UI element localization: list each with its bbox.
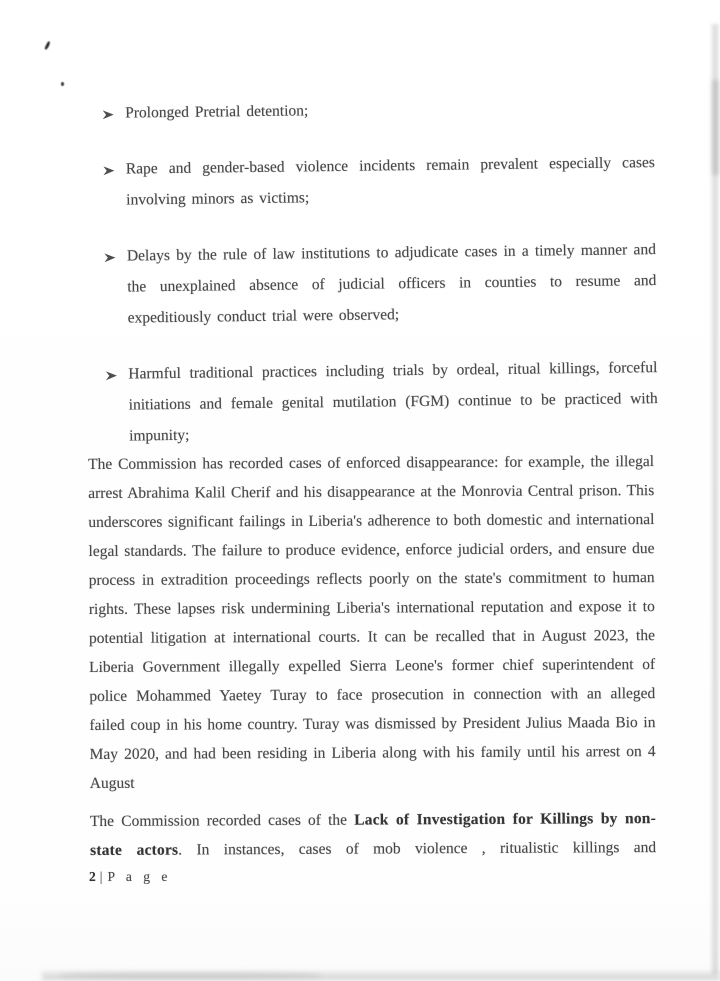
page-label: P a g e [107, 869, 172, 884]
bullet-text: Delays by the rule of law institutions to adjudicate cases in a timely manner and the unexplained absence of judicial officers in counties to resume and expeditiously conduct trial were observed; [126, 241, 657, 327]
arrowhead-right-icon [105, 359, 129, 452]
scan-edge-smudge-right [712, 80, 719, 175]
paragraph-section [88, 447, 656, 865]
bullet-text: Rape and gender-based violence incidents remain prevalent especially cases involving minors as victims; [125, 154, 655, 209]
paragraph-lead-text: The Commission recorded cases of the [89, 811, 355, 830]
scan-stray-mark [44, 41, 51, 50]
arrowhead-right-icon [104, 241, 128, 334]
paragraph-enforced-disappearance: The Commission has recorded cases of enforced disappearance: for example, the illegal arrest Abrahima Kalil Cherif and his disappearance at the Monrovia Central prison. This underscores significant failings in Liberia's adherence to both domestic and international legal standards. The failure to produce evidence, enforce judicial orders, and ensure due process in extradition proceedings reflects poorly on the state's commitment to human rights. These lapses risk undermining Liberia's international reputation and expose it to potential litigation at international courts. It can be recalled that in August 2023, the Liberia Government illegally expelled Sierra Leone's former chief superintendent of police Mohammed Yaetey Turay to face prosecution in connection with an alleged failed coup in his home country. Turay was dismissed by President Julius Maada Bio in May 2020, and had been residing in Liberia along with his family until his arrest on 4 August [88, 453, 656, 792]
bullet-item [90, 234, 657, 334]
bullet-list [88, 91, 658, 452]
scan-edge-blotch-bottom [60, 972, 320, 979]
footer-separator: | [99, 869, 103, 884]
paragraph-killings-nonstate [90, 804, 656, 865]
scan-stray-dot [61, 82, 64, 86]
paragraph-rest-text: . In instances, cases of mob violence , ritualistic killings and [178, 839, 657, 859]
arrowhead-right-icon [103, 154, 127, 216]
page-number: 2 [89, 869, 96, 884]
bullet-item [89, 147, 656, 216]
bullet-text: Prolonged Pretrial detention; [125, 102, 309, 122]
bullet-text: Harmful traditional practices including trials by ordeal, ritual killings, forceful initiations and female genital mutilation (FGM) continue to be practiced with impunity; [128, 359, 658, 445]
document-body [88, 98, 658, 865]
paragraph-bold-phrase: Lack of Investigation for Killings by non-state actors [90, 810, 656, 859]
bullet-item [88, 91, 654, 129]
page-footer [89, 869, 171, 885]
bullet-item [91, 352, 658, 452]
arrowhead-right-icon [102, 98, 125, 129]
